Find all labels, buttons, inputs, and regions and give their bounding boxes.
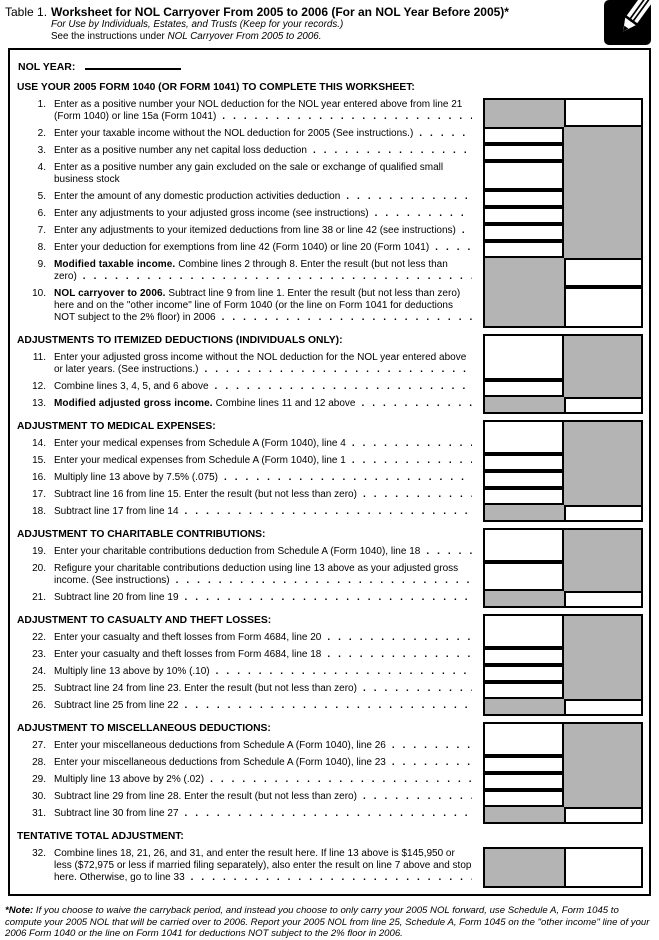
item-label-17: [16, 488, 472, 505]
shaded-cell: [483, 807, 564, 824]
item-label-19: [16, 545, 472, 562]
entry-cell-line8[interactable]: [483, 241, 564, 258]
item-number: 3.: [37, 145, 46, 156]
entry-cell-line24[interactable]: [483, 665, 564, 682]
section-itemized-deductions: [16, 334, 643, 414]
item-number: 32.: [32, 848, 46, 859]
shaded-cell: [564, 241, 643, 258]
item-number: 13.: [32, 398, 46, 409]
item-number: 21.: [32, 592, 46, 603]
item-text: Enter as a positive number any net capital loss deduction .....: [54, 145, 472, 157]
item-text: Enter your medical expenses from Schedule A (Form 1040), line 1 .....: [54, 455, 472, 467]
entry-cell-line32[interactable]: [564, 847, 643, 888]
subtitle-instructions-prefix: See the instructions under: [51, 30, 168, 42]
item-number: 29.: [32, 774, 46, 785]
entry-cell-line12[interactable]: [483, 380, 564, 397]
item-number: 7.: [37, 225, 46, 236]
shaded-cell: [564, 614, 643, 648]
item-number: 20.: [32, 563, 46, 574]
shaded-cell: [564, 773, 643, 790]
item-number: 22.: [32, 632, 46, 643]
entry-cell-line17[interactable]: [483, 488, 564, 505]
item-number: 6.: [37, 208, 46, 219]
nol-year-row: [16, 55, 643, 81]
entry-cell-line18[interactable]: [564, 505, 643, 522]
item-number: 9.: [37, 259, 46, 270]
entry-cell-line19[interactable]: [483, 528, 564, 562]
entry-cell-line6[interactable]: [483, 207, 564, 224]
item-text: Enter your taxable income without the NOL deduction for 2005 (See instructions.) .....: [54, 128, 472, 140]
item-label-11: [16, 351, 472, 380]
shaded-cell: [483, 847, 564, 888]
entry-cell-line20[interactable]: [483, 562, 564, 591]
shaded-cell: [483, 98, 564, 127]
shaded-cell: [564, 682, 643, 699]
shaded-cell: [564, 756, 643, 773]
item-label-27: [16, 739, 472, 756]
item-text: Subtract line 17 from line 14 .....: [54, 506, 472, 518]
item-label-14: [16, 437, 472, 454]
item-label-13: [16, 397, 472, 414]
entry-cell-line21[interactable]: [564, 591, 643, 608]
section-use-form-1040: [16, 81, 643, 328]
item-label-18: [16, 505, 472, 522]
item-text: Combine lines 3, 4, 5, and 6 above .....: [54, 381, 472, 393]
item-label-28: [16, 756, 472, 773]
item-text: Enter your deduction for exemptions from line 42 (Form 1040) or line 20 (Form 1041) .....: [54, 242, 472, 254]
entry-cell-line27[interactable]: [483, 722, 564, 756]
item-label-2: [16, 127, 472, 144]
entry-cell-line30[interactable]: [483, 790, 564, 807]
entry-cell-line7[interactable]: [483, 224, 564, 241]
item-number: 24.: [32, 666, 46, 677]
item-text: Multiply line 13 above by 10% (.10) .....: [54, 666, 472, 678]
shaded-cell: [564, 334, 643, 380]
item-text: Multiply line 13 above by 2% (.02) .....: [54, 774, 472, 786]
item-number: 28.: [32, 757, 46, 768]
item-text: Enter any adjustments to your adjusted gross income (see instructions) .....: [54, 208, 472, 220]
section-miscellaneous-deductions: [16, 722, 643, 824]
shaded-cell: [483, 699, 564, 716]
section-heading: ADJUSTMENT TO CASUALTY AND THEFT LOSSES:: [17, 615, 272, 626]
entry-cell-line22[interactable]: [483, 614, 564, 648]
item-number: 30.: [32, 791, 46, 802]
item-label-1: [16, 98, 472, 127]
entry-cell-line5[interactable]: [483, 190, 564, 207]
entry-cell-line23[interactable]: [483, 648, 564, 665]
item-text: Multiply line 13 above by 7.5% (.075) .....: [54, 472, 472, 484]
entry-cell-line14[interactable]: [483, 420, 564, 454]
shaded-cell: [564, 648, 643, 665]
worksheet-box: [8, 48, 651, 896]
item-number: 8.: [37, 242, 46, 253]
item-text: Enter your medical expenses from Schedule A (Form 1040), line 4 .....: [54, 438, 472, 450]
item-label-3: [16, 144, 472, 161]
item-label-8: [16, 241, 472, 258]
item-label-22: [16, 631, 472, 648]
item-number: 1.: [37, 99, 46, 110]
nol-year-blank[interactable]: [85, 58, 181, 70]
item-text: Enter your casualty and theft losses from Form 4684, line 18 .....: [54, 649, 472, 661]
item-text: Enter your casualty and theft losses from Form 4684, line 20 .....: [54, 632, 472, 644]
section-medical-expenses: [16, 420, 643, 522]
entry-cell-line10[interactable]: [564, 287, 643, 328]
shaded-cell: [564, 665, 643, 682]
shaded-cell: [564, 420, 643, 454]
item-number: 4.: [37, 162, 46, 173]
item-text: Subtract line 29 from line 28. Enter the result (but not less than zero) .....: [54, 791, 472, 803]
item-text: NOL carryover to 2006. Subtract line 9 from line 1. Enter the result (but not less than zero) here and on the "other income" line of Form 1040 (or the line on Form 1041 for deductions NOT subject to the 2% floor) in 2006 .....: [54, 288, 472, 324]
item-number: 18.: [32, 506, 46, 517]
shaded-cell: [483, 397, 564, 414]
entry-cell-line1[interactable]: [564, 98, 643, 127]
shaded-cell: [564, 380, 643, 397]
shaded-cell: [564, 722, 643, 756]
shaded-cell: [564, 224, 643, 241]
item-number: 26.: [32, 700, 46, 711]
entry-cell-line11[interactable]: [483, 334, 564, 380]
item-label-12: [16, 380, 472, 397]
item-label-9: [16, 258, 472, 287]
entry-cell-line9[interactable]: [564, 258, 643, 287]
item-number: 25.: [32, 683, 46, 694]
item-number: 31.: [32, 808, 46, 819]
section-heading: ADJUSTMENT TO MISCELLANEOUS DEDUCTIONS:: [17, 723, 271, 734]
item-text: Refigure your charitable contributions deduction using line 13 above as your adjusted gross income. (See instructions) .....: [54, 563, 472, 587]
item-text: Enter your miscellaneous deductions from Schedule A (Form 1040), line 26 .....: [54, 740, 472, 752]
entry-cell-line2[interactable]: [483, 127, 564, 144]
section-heading: TENTATIVE TOTAL ADJUSTMENT:: [17, 831, 184, 842]
item-label-31: [16, 807, 472, 824]
shaded-cell: [564, 207, 643, 224]
item-text: Enter your miscellaneous deductions from Schedule A (Form 1040), line 23 .....: [54, 757, 472, 769]
item-number: 12.: [32, 381, 46, 392]
item-label-30: [16, 790, 472, 807]
entry-cell-line16[interactable]: [483, 471, 564, 488]
section-tentative-total-adjustment: [16, 830, 643, 888]
item-text: Subtract line 24 from line 23. Enter the result (but not less than zero) .....: [54, 683, 472, 695]
subtitle-use: For Use by Individuals, Estates, and Trusts (Keep for your records.): [51, 19, 344, 30]
item-number: 14.: [32, 438, 46, 449]
shaded-cell: [483, 258, 564, 287]
item-number: 15.: [32, 455, 46, 466]
shaded-cell: [564, 161, 643, 190]
item-label-29: [16, 773, 472, 790]
item-number: 17.: [32, 489, 46, 500]
shaded-cell: [564, 562, 643, 591]
item-label-10: [16, 287, 472, 328]
item-label-25: [16, 682, 472, 699]
entry-cell-line3[interactable]: [483, 144, 564, 161]
entry-cell-line31[interactable]: [564, 807, 643, 824]
item-label-20: [16, 562, 472, 591]
shaded-cell: [564, 790, 643, 807]
shaded-cell: [564, 127, 643, 144]
item-number: 16.: [32, 472, 46, 483]
section-casualty-theft-losses: [16, 614, 643, 716]
shaded-cell: [483, 591, 564, 608]
item-text: Subtract line 20 from line 19 .....: [54, 592, 472, 604]
item-text: Subtract line 25 from line 22 .....: [54, 700, 472, 712]
shaded-cell: [564, 190, 643, 207]
subtitle-instructions: [51, 31, 653, 43]
item-text: Modified adjusted gross income. Combine lines 11 and 12 above .....: [54, 398, 472, 410]
section-heading: ADJUSTMENT TO MEDICAL EXPENSES:: [17, 421, 216, 432]
entry-cell-line15[interactable]: [483, 454, 564, 471]
footnote-text: If you choose to waive the carryback period, and instead you choose to only carry your 2005 NOL forward, use Schedule A, Form 1045 to compute your 2005 NOL that will be carried over to 2006. Report your 2005 NOL from line 25, Schedule A, Form 1045 on the "other income" line of your 2006 Form 1040 or the line on Form 1041 for deductions NOT subject to the 2% floor in 2006.: [5, 905, 650, 940]
section-heading: ADJUSTMENTS TO ITEMIZED DEDUCTIONS (INDIVIDUALS ONLY):: [17, 335, 343, 346]
item-label-21: [16, 591, 472, 608]
item-text: Subtract line 16 from line 15. Enter the result (but not less than zero) .....: [54, 489, 472, 501]
section-heading: USE YOUR 2005 FORM 1040 (OR FORM 1041) TO COMPLETE THIS WORKSHEET:: [17, 82, 415, 93]
item-label-16: [16, 471, 472, 488]
entry-cell-line28[interactable]: [483, 756, 564, 773]
section-charitable-contributions: [16, 528, 643, 608]
item-label-5: [16, 190, 472, 207]
entry-cell-line29[interactable]: [483, 773, 564, 790]
item-text: Enter as a positive number your NOL deduction for the NOL year entered above from line 21 (Form 1040) or line 15a (Form 1041) .....: [54, 99, 472, 123]
item-label-23: [16, 648, 472, 665]
shaded-cell: [483, 505, 564, 522]
item-text: Combine lines 18, 21, 26, and 31, and enter the result here. If line 13 above is $145,950 or less ($72,975 or less if married filing separately), also enter the result on line 7 above and stop here. Otherwise, go to line 33 .....: [54, 848, 472, 884]
shaded-cell: [564, 454, 643, 471]
nol-year-label: NOL YEAR:: [18, 61, 76, 73]
entry-cell-line4[interactable]: [483, 161, 564, 190]
shaded-cell: [564, 144, 643, 161]
item-text: Subtract line 30 from line 27 .....: [54, 808, 472, 820]
item-number: 27.: [32, 740, 46, 751]
item-text: Enter any adjustments to your itemized deductions from line 38 or line 42 (see instructions) .....: [54, 225, 472, 237]
entry-cell-line13[interactable]: [564, 397, 643, 414]
item-text: Enter your adjusted gross income without the NOL deduction for the NOL year entered above or later years. (See instructions.) .....: [54, 352, 472, 376]
shaded-cell: [564, 471, 643, 488]
item-label-32: [16, 847, 472, 888]
item-number: 23.: [32, 649, 46, 660]
item-label-6: [16, 207, 472, 224]
shaded-cell: [564, 488, 643, 505]
shaded-cell: [483, 287, 564, 328]
item-label-15: [16, 454, 472, 471]
item-text: Enter your charitable contributions deduction from Schedule A (Form 1040), line 18 .....: [54, 546, 472, 558]
entry-cell-line26[interactable]: [564, 699, 643, 716]
item-number: 11.: [32, 352, 46, 363]
subtitle-instructions-ref: NOL Carryover From 2005 to 2006.: [167, 30, 322, 42]
shaded-cell: [564, 528, 643, 562]
entry-cell-line25[interactable]: [483, 682, 564, 699]
item-label-7: [16, 224, 472, 241]
header: [0, 0, 659, 48]
title-line: [5, 5, 653, 19]
item-number: 10.: [32, 288, 46, 299]
section-heading: ADJUSTMENT TO CHARITABLE CONTRIBUTIONS:: [17, 529, 266, 540]
pencil-icon: [604, 0, 651, 45]
footnote: [5, 905, 651, 940]
worksheet-title: Worksheet for NOL Carryover From 2005 to 2006 (For an NOL Year Before 2005)*: [51, 5, 509, 19]
item-number: 2.: [37, 128, 46, 139]
item-label-26: [16, 699, 472, 716]
item-text: Modified taxable income. Combine lines 2 through 8. Enter the result (but not less than zero) .....: [54, 259, 472, 283]
item-label-24: [16, 665, 472, 682]
item-number: 19.: [32, 546, 46, 557]
item-text: Enter as a positive number any gain excluded on the sale or exchange of qualified small business stock: [54, 162, 444, 185]
item-label-4: [16, 161, 472, 190]
item-text: Enter the amount of any domestic production activities deduction .....: [54, 191, 472, 203]
item-number: 5.: [37, 191, 46, 202]
footnote-lead: *Note:: [5, 905, 34, 916]
table-label: Table 1.: [5, 5, 48, 19]
